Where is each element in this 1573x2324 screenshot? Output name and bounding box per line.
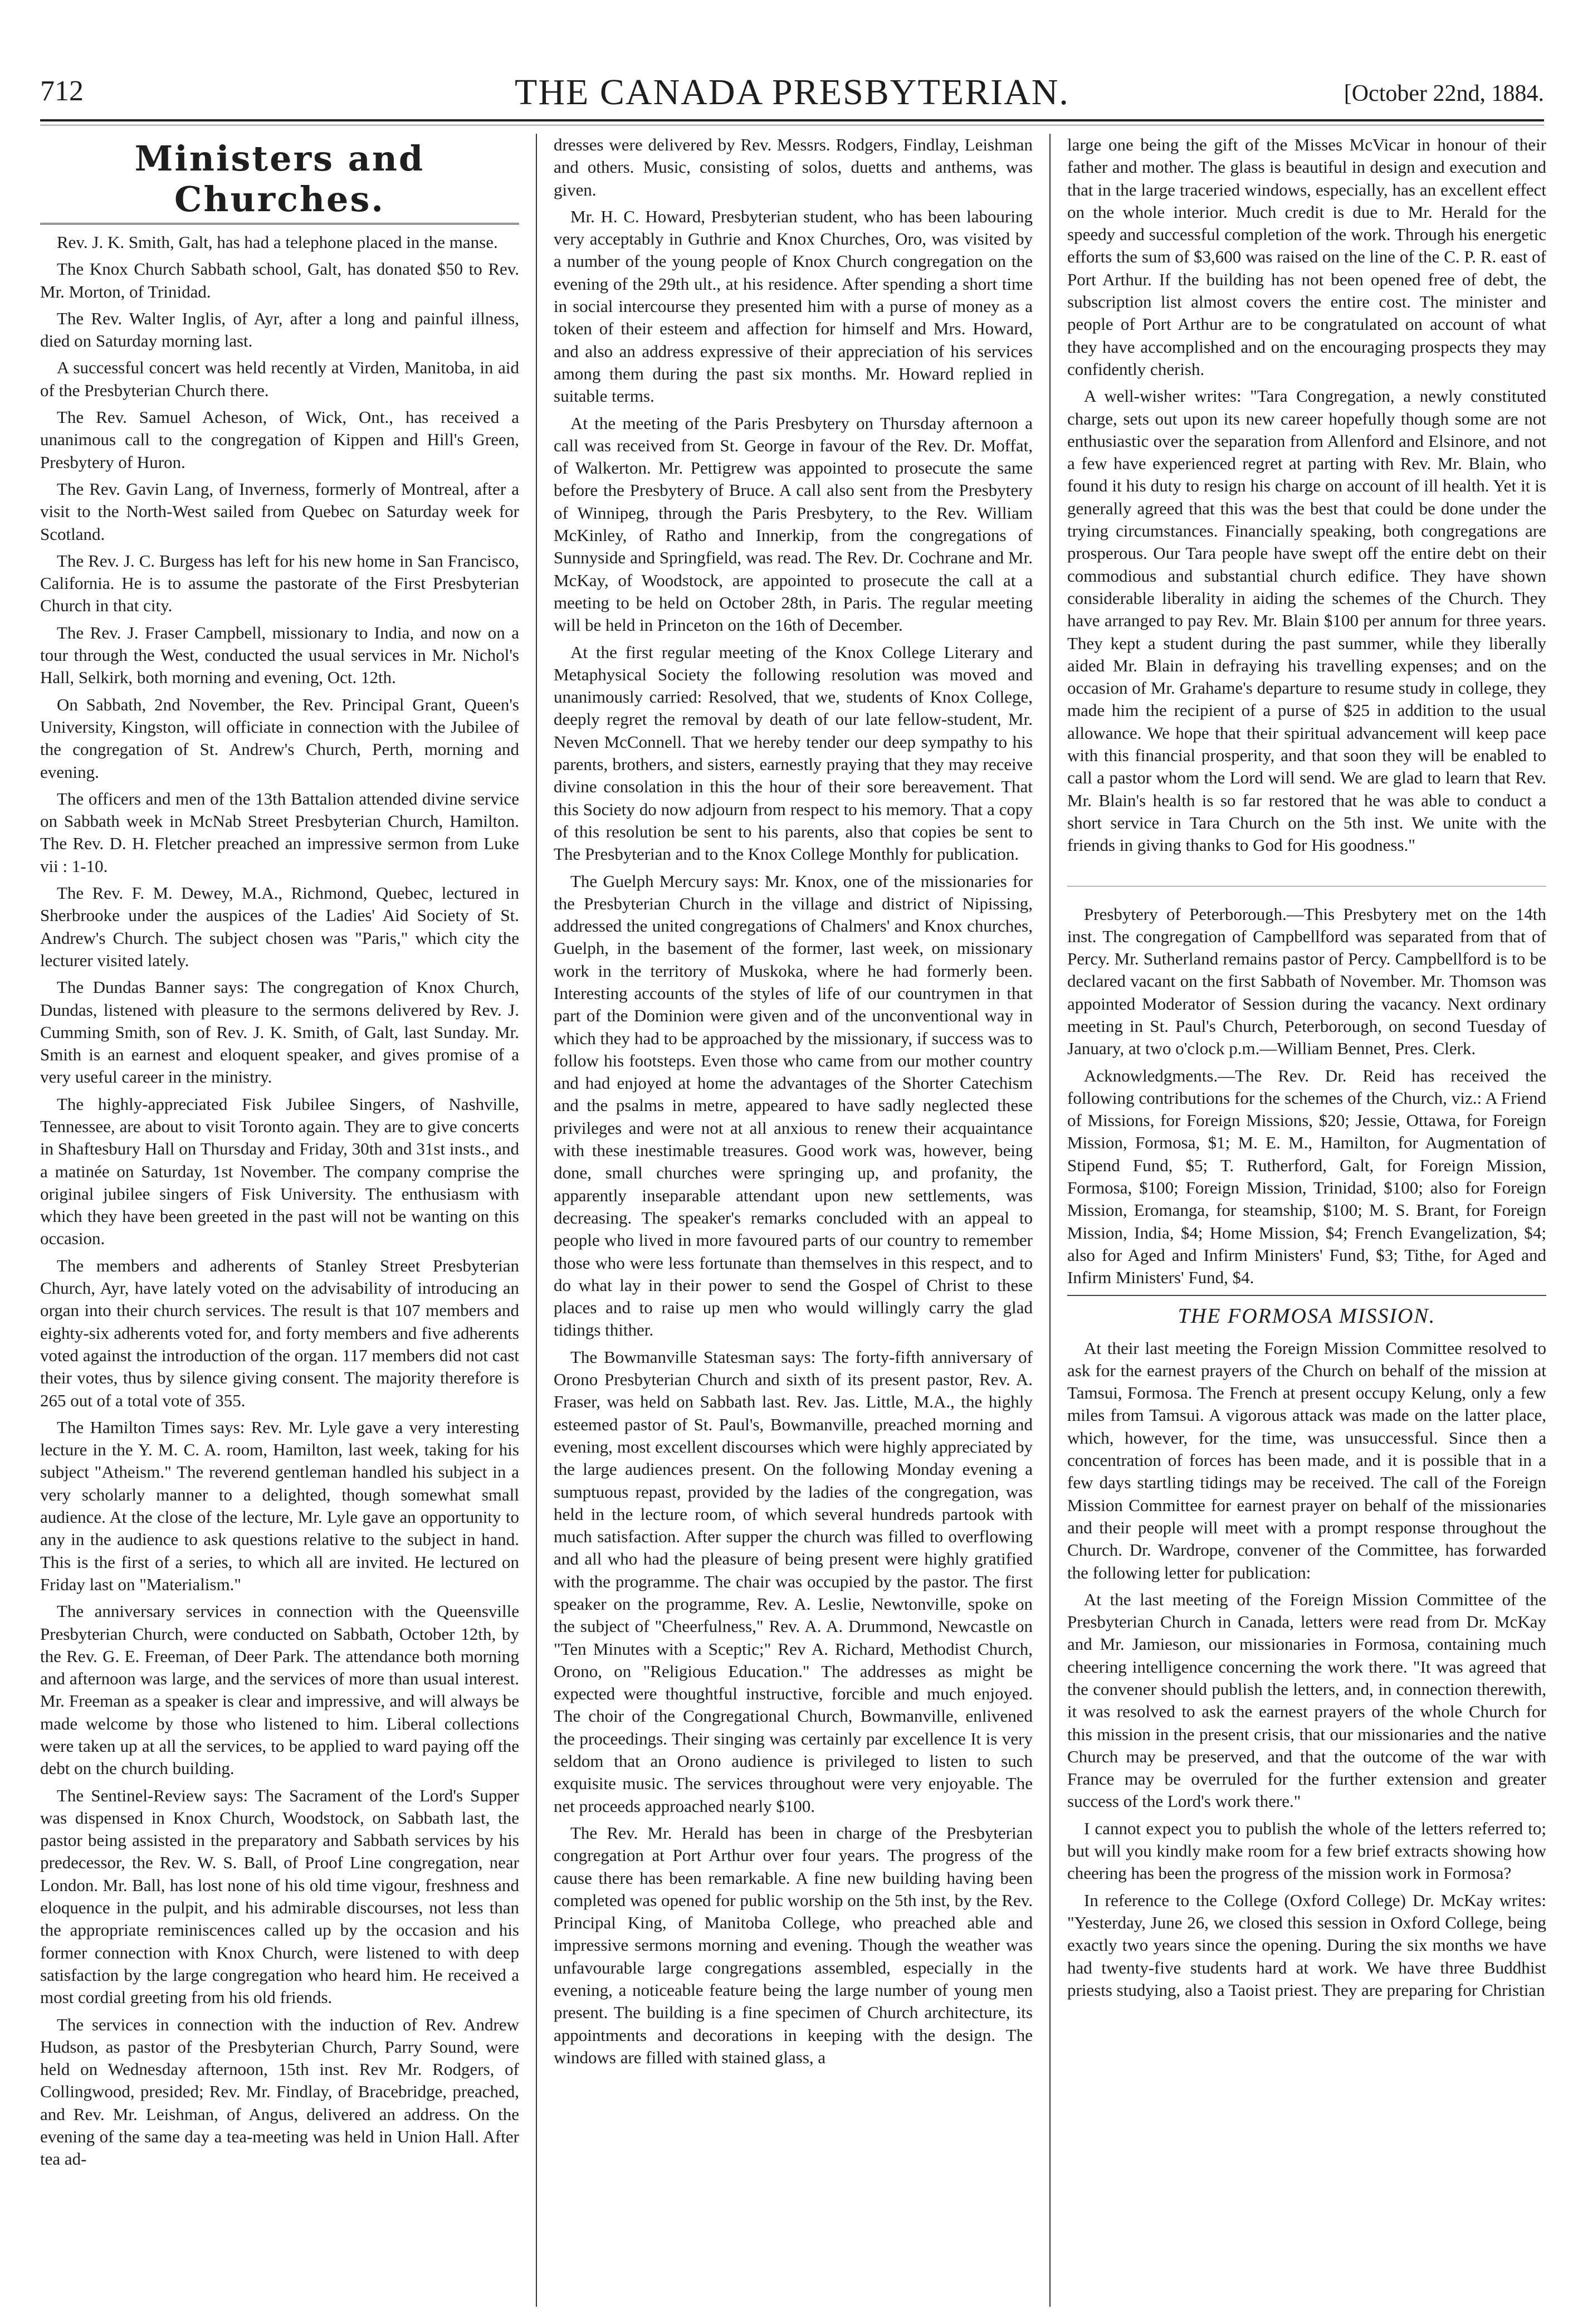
news-item: At the last meeting of the Foreign Mission Committee of the Presbyterian Church in Canada, letters were read from Dr. McKay and Mr. Jamieson, our missionaries in Formosa, containing much cheering intelligence concerning the work there. "It was agreed that the convener should publish the letters, and, in connection therewith, it was resolved to ask the earnest prayers of the whole Church for this mission in the present crisis, that our missionaries and the native Church may be preserved, and that the outcome of the war with France may be overruled for the further extension and greater success of the Lord's work there."	[1067, 1589, 1546, 1811]
column-3	[1067, 134, 1546, 2307]
issue-date: [October 22nd, 1884.	[1344, 81, 1544, 106]
news-item: The anniversary services in connection with the Queensville Presbyterian Church, were conducted on Sabbath, October 12th, by the Rev. G. E. Freeman, of Deer Park. The attendance both morning and afternoon was large, and the services of more than usual interest. Mr. Freeman as a speaker is clear and impressive, and will always be made welcome by those who listened to him. Liberal collections were taken up at all the services, to be applied to ward paying off the debt on the church building.	[40, 1601, 519, 1779]
news-item: The Knox Church Sabbath school, Galt, has donated $50 to Rev. Mr. Morton, of Trinidad.	[40, 259, 519, 301]
news-item: The Guelph Mercury says: Mr. Knox, one of the missionaries for the Presbyterian Church in the village and district of Nipissing, addressed the united congregations of Chalmers' and Knox churches, Guelph, in the basement of the former, last week, on missionary work in the territory of Muskoka, where he had formerly been. Interesting accounts of the styles of life of our countrymen in that part of the Dominion were given and of the unconventional way in which they had to be approached by the missionary, if success was to follow his footsteps. Even those who came from our mother country and had enjoyed at home the advantages of the Shorter Catechism and the psalms in metre, appeared to have sadly neglected these privileges and were not at all anxious to renew their acquaintance with these inestimable treasures. Good work was, however, being done, small churches were springing up, and profanity, the apparently inseparable attendant upon new settlements, was decreasing. The speaker's remarks concluded with an appeal to people who lived in more favoured parts of our country to remember those who were less fortunate than themselves in this respect, and to do what lay in their power to send the Gospel of Christ to these places and to raise up men who would willingly carry the glad tidings thither.	[554, 871, 1033, 1340]
news-item: The members and adherents of Stanley Street Presbyterian Church, Ayr, have lately voted on the advisability of introducing an organ into their church services. The result is that 107 members and eighty-six adherents voted for, and forty members and five adherents voted against the introduction of the organ. 117 members did not cast their votes, thus by silence giving consent. The majority therefore is 265 out of a total vote of 355.	[40, 1255, 519, 1410]
item-separator	[1067, 861, 1546, 886]
news-item: I cannot expect you to publish the whole of the letters referred to; but will you kindly make room for a few brief extracts showing how cheering has been the progress of the mission work in Formosa?	[1067, 1818, 1546, 1883]
column-2	[554, 134, 1033, 2307]
news-item: The Rev. F. M. Dewey, M.A., Richmond, Quebec, lectured in Sherbrooke under the auspices of the Ladies' Aid Society of St. Andrew's Church. The subject chosen was "Paris," which city the lecturer visited lately.	[40, 883, 519, 970]
news-item: The Rev. Mr. Herald has been in charge of the Presbyterian congregation at Port Arthur over four years. The progress of the cause there has been remarkable. A fine new building having been completed was opened for public worship on the 5th inst, by the Rev. Principal King, of Manitoba College, who preached able and impressive sermons morning and evening. Though the weather was unfavourable large congregations assembled, especially in the evening, a noticeable feature being the large number of young men present. The building is a fine specimen of Church architecture, its appointments and decorations in keeping with the design. The windows are filled with stained glass, a	[554, 1823, 1033, 2067]
news-item: Rev. J. K. Smith, Galt, has had a telephone placed in the manse.	[57, 232, 498, 252]
news-item-continued: large one being the gift of the Misses McVicar in honour of their father and mother. The glass is beautiful in design and execution and that in the large traceried windows, especially, has an excellent effect on the whole interior. Much credit is due to Mr. Herald for the speedy and successful completion of the work. Through his energetic efforts the sum of $3,600 was raised on the line of the C. P. R. east of Port Arthur. If the building has not been opened free of debt, the subscription list almost covers the entire cost. The minister and people of Port Arthur are to be congratulated on account of what they have accomplished and on the encouraging prospects they may confidently cherish.	[1067, 135, 1546, 379]
column-divider	[1049, 134, 1051, 2307]
column-divider	[536, 134, 537, 2307]
news-item-continued: dresses were delivered by Rev. Messrs. Rodgers, Findlay, Leishman and others. Music, consisting of solos, duetts and anthems, was given.	[554, 135, 1033, 199]
page-number: 712	[40, 75, 84, 107]
news-item: The services in connection with the induction of Rev. Andrew Hudson, as pastor of the Presbyterian Church, Parry Sound, were held on Wednesday afternoon, 15th inst. Rev Mr. Rodgers, of Collingwood, presided; Rev. Mr. Findlay, of Bracebridge, preached, and Rev. Mr. Leishman, of Angus, delivered an address. On the evening of the same day a tea-meeting was held in Union Hall. After tea ad-	[40, 2014, 519, 2169]
news-item: On Sabbath, 2nd November, the Rev. Principal Grant, Queen's University, Kingston, will officiate in connection with the Jubilee of the congregation of St. Andrew's Church, Perth, morning and evening.	[40, 694, 519, 782]
news-item: In reference to the College (Oxford College) Dr. McKay writes: "Yesterday, June 26, we closed this session in Oxford College, being exactly two years since the opening. During the six months we have had twenty-five students hard at work. We have three Buddhist priests studying, also a Taoist priest. They are preparing for Christian	[1067, 1890, 1546, 2000]
news-item: Mr. H. C. Howard, Presbyterian student, who has been labouring very acceptably in Guthrie and Knox Churches, Oro, was visited by a number of the young people of Knox Church congregation on the evening of the 29th ult., at his residence. After spending a short time in social intercourse they presented him with a purse of money as a token of their esteem and affection for himself and Mrs. Howard, and also an address expressive of their appreciation of his services among them during the past six months. Mr. Howard replied in suitable terms.	[554, 206, 1033, 406]
news-item: Acknowledgments.—The Rev. Dr. Reid has received the following contributions for the schemes of the Church, viz.: A Friend of Missions, for Foreign Missions, $20; Jessie, Ottawa, for Foreign Mission, Formosa, $1; M. E. M., Hamilton, for Augmentation of Stipend Fund, $5; T. Rutherford, Galt, for Foreign Mission, Formosa, $100; Foreign Mission, Trinidad, $100; also for Foreign Mission, Eromanga, for steamship, $100; M. S. Brant, for Foreign Mission, India, $4; Home Mission, $4; French Evangelization, $4; also for Aged and Infirm Ministers' Fund, $3; Tithe, for Aged and Infirm Ministers' Fund, $4.	[1067, 1065, 1546, 1288]
column-1	[40, 134, 519, 2307]
news-item: The Dundas Banner says: The congregation of Knox Church, Dundas, listened with pleasure to the sermons delivered by Rev. J. Cumming Smith, son of Rev. J. K. Smith, of Galt, last Sunday. Mr. Smith is an earnest and eloquent speaker, and gives promise of a very useful career in the ministry.	[40, 977, 519, 1087]
news-item: The highly-appreciated Fisk Jubilee Singers, of Nashville, Tennessee, are about to visit Toronto again. They are to give concerts in Shaftesbury Hall on Thursday and Friday, 30th and 31st insts., and a matinée on Saturday, 1st November. The company comprise the original jubilee singers of Fisk University. The enthusiasm with which they have been greeted in the past will not be wanting on this occasion.	[40, 1094, 519, 1249]
news-item: The Bowmanville Statesman says: The forty-fifth anniversary of Orono Presbyterian Church and sixth of its present pastor, Rev. A. Fraser, was held on Sabbath last. Rev. Jas. Little, M.A., the highly esteemed pastor of St. Paul's, Bowmanville, preached morning and evening, most excellent discourses which were highly appreciated by the large audiences present. On the following Monday evening a sumptuous repast, provided by the ladies of the congregation, was held in the lecture room, of which several hundreds partook with much satisfaction. After supper the church was filled to overflowing and all who had the pleasure of being present were highly gratified with the programme. The chair was occupied by the pastor. The first speaker on the programme, Rev. A. Leslie, Newtonville, spoke on the subject of "Cheerfulness," Rev. A. A. Drummond, Newcastle on "Ten Minutes with a Sceptic;" Rev A. Richard, Methodist Church, Orono, on "Religious Education." The addresses as might be expected were thoughtful instructive, forcible and much enjoyed. The choir of the Congregational Church, Bowmanville, enlivened the proceedings. Their singing was certainly par excellence It is very seldom that an Orono audience is privileged to listen to such exquisite music. The services throughout were very enjoyable. The net proceeds approached nearly $100.	[554, 1347, 1033, 1816]
news-item: The Rev. J. C. Burgess has left for his new home in San Francisco, California. He is to assume the pastorate of the First Presbyterian Church in that city.	[40, 550, 519, 616]
section-heading: Ministers and Churches.	[40, 138, 519, 225]
page-header	[40, 71, 1544, 116]
formosa-mission-title: THE FORMOSA MISSION.	[1067, 1295, 1546, 1328]
news-item: Presbytery of Peterborough.—This Presbytery met on the 14th inst. The congregation of Campbellford was separated from that of Percy. Mr. Sutherland remains pastor of Percy. Campbellford is to be declared vacant on the first Sabbath of November. Mr. Thomson was appointed Moderator of Session during the vacancy. Next ordinary meeting in St. Paul's Church, Peterborough, on second Tuesday of January, at two o'clock p.m.—William Bennet, Pres. Clerk.	[1067, 904, 1546, 1059]
news-item: At the first regular meeting of the Knox College Literary and Metaphysical Society the following resolution was moved and unanimously carried: Resolved, that we, students of Knox College, deeply regret the removal by death of our late fellow-student, Mr. Neven McConnell. That we hereby tender our deep sympathy to his parents, brothers, and sisters, earnestly praying that they may receive divine consolation in this the hour of their sore bereavement. That this Society do now adjourn from respect to his memory. That a copy of this resolution be sent to his parents, also that copies be sent to The Presbyterian and to the Knox College Monthly for publication.	[554, 642, 1033, 864]
header-rule	[40, 119, 1544, 121]
news-item: The Sentinel-Review says: The Sacrament of the Lord's Supper was dispensed in Knox Church, Woodstock, on Sabbath last, the pastor being assisted in the preparatory and Sabbath services by his predecessor, the Rev. W. S. Ball, of Proof Line congregation, near London. Mr. Ball, has lost none of his old time vigour, freshness and eloquence in the pulpit, and his admirable discourses, not less than the appropriate reminiscences called up by the occasion and his former connection with Knox Church, were listened to with deep satisfaction by the large congregation who heard him. He received a most cordial greeting from his old friends.	[40, 1785, 519, 2008]
journal-title: THE CANADA PRESBYTERIAN.	[515, 72, 1069, 113]
news-item: The officers and men of the 13th Battalion attended divine service on Sabbath week in McNab Street Presbyterian Church, Hamilton. The Rev. D. H. Fletcher preached an impressive sermon from Luke vii : 1-10.	[40, 788, 519, 876]
news-item: At the meeting of the Paris Presbytery on Thursday afternoon a call was received from St. George in favour of the Rev. Dr. Moffat, of Walkerton. Mr. Pettigrew was appointed to prosecute the same before the Presbytery of Bruce. A call also sent from the Presbytery of Winnipeg, through the Paris Presbytery, to the Rev. William McKinley, of Ratho and Innerkip, from the congregations of Sunnyside and Springfield, was read. The Rev. Dr. Cochrane and Mr. McKay, of Woodstock, are appointed to prosecute the call at a meeting to be held on October 28th, in Paris. The regular meeting will be held in Princeton on the 16th of December.	[554, 413, 1033, 635]
news-item: A successful concert was held recently at Virden, Manitoba, in aid of the Presbyterian Church there.	[40, 358, 519, 400]
news-item: The Rev. Samuel Acheson, of Wick, Ont., has received a unanimous call to the congregation of Kippen and Hill's Green, Presbytery of Huron.	[40, 407, 519, 472]
news-item: The Rev. J. Fraser Campbell, missionary to India, and now on a tour through the West, conducted the usual services in Mr. Nichol's Hall, Selkirk, both morning and evening, Oct. 12th.	[40, 622, 519, 688]
news-item: The Hamilton Times says: Rev. Mr. Lyle gave a very interesting lecture in the Y. M. C. A. room, Hamilton, last week, taking for his subject "Atheism." The reverend gentleman handled his subject in a very scholarly manner to a delighted, though somewhat small audience. At the close of the lecture, Mr. Lyle gave an opportunity to any in the audience to ask questions relative to the subject in hand. This is the first of a series, to which all are invited. He lectured on Friday last on "Materialism."	[40, 1417, 519, 1594]
news-item: At their last meeting the Foreign Mission Committee resolved to ask for the earnest prayers of the Church on behalf of the mission at Tamsui, Formosa. The French at present occupy Kelung, only a few miles from Tamsui. A vigorous attack was made on the latter place, which, however, for the time, was unsuccessful. Since then a concentration of forces has been made, and it is possible that in a few days startling tidings may be received. The call of the Foreign Mission Committee for earnest prayer on behalf of the missionaries and their people will meet with a prompt response throughout the Church. Dr. Wardrope, convener of the Committee, has forwarded the following letter for publication:	[1067, 1338, 1546, 1582]
news-item: The Rev. Gavin Lang, of Inverness, formerly of Montreal, after a visit to the North-West sailed from Quebec on Saturday week for Scotland.	[40, 479, 519, 544]
news-item: A well-wisher writes: "Tara Congregation, a newly constituted charge, sets out upon its new career hopefully though some are not enthusiastic over the separation from Allenford and Elsinore, and not a few have experienced regret at parting with Rev. Mr. Blain, who found it his duty to resign his charge on account of ill health. Yet it is generally agreed that this was the best that could be done under the trying circumstances. Financially speaking, both congregations are prosperous. Our Tara people have swept off the entire debt on their commodious and substantial church edifice. They have shown considerable liberality in aiding the schemes of the Church. They have arranged to pay Rev. Mr. Blain $100 per annum for three years. They kept a student during the past summer, while they liberally aided Mr. Blain in defraying his travelling expenses; and on the occasion of Mr. Grahame's departure to resume study in college, they made him the recipient of a purse of $25 in addition to the usual allowance. We hope that their spiritual advancement will keep pace with this financial prosperity, and that soon they will be enabled to call a pastor whom the Lord will send. We are glad to learn that Rev. Mr. Blain's health is so far restored that he was able to conduct a short service in Tara Church on the 5th inst. We unite with the friends in giving thanks to God for His goodness."	[1067, 386, 1546, 855]
news-item: The Rev. Walter Inglis, of Ayr, after a long and painful illness, died on Saturday morning last.	[40, 308, 519, 351]
